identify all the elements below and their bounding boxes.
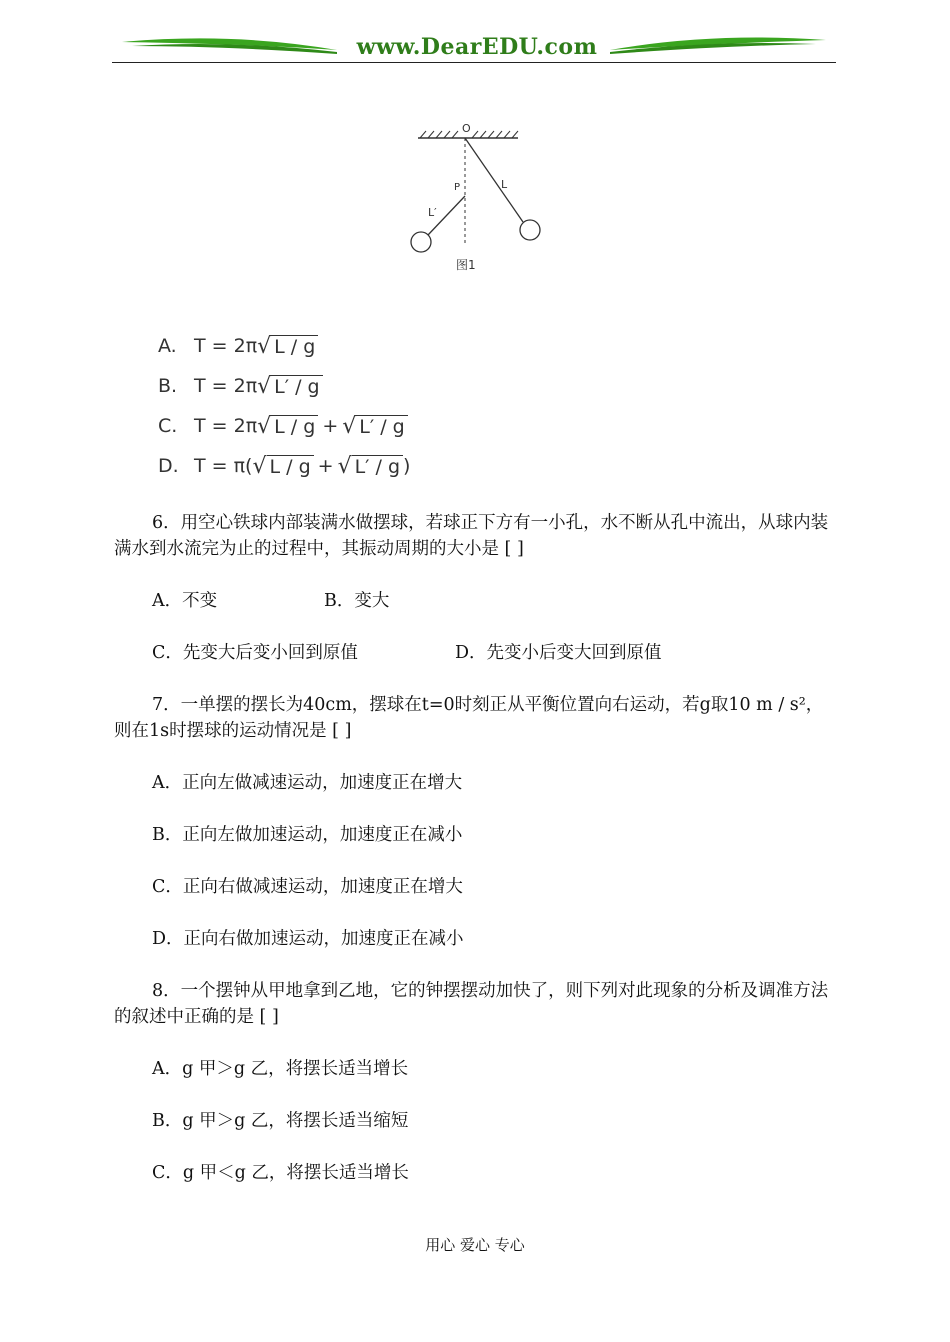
label-O: O <box>462 122 471 135</box>
page-header <box>112 28 836 68</box>
label-L: L <box>501 178 508 191</box>
question-8 <box>114 978 838 1030</box>
q8-option-c[interactable]: C．g 甲＜g 乙，将摆长适当增长 <box>152 1163 409 1183</box>
q7-option-d[interactable]: D．正向右做加速运动，加速度正在减小 <box>152 929 464 949</box>
q7-option-a[interactable]: A．正向左做减速运动，加速度正在增大 <box>152 773 463 793</box>
sqrt: √ L / g <box>252 454 313 479</box>
site-logo[interactable]: www.DearEDU.com <box>356 34 598 60</box>
formula-option-d[interactable]: D. T = π ( √ L / g + √ L′ / g ) <box>158 453 411 479</box>
q7-option-c[interactable]: C．正向右做减速运动，加速度正在增大 <box>152 877 463 897</box>
formula-option-c[interactable]: C. T = 2π √ L / g + √ L′ / g <box>158 406 488 446</box>
sqrt: √ L / g <box>257 414 318 439</box>
q7-option-b[interactable]: B．正向左做加速运动，加速度正在减小 <box>152 825 463 845</box>
label-P: P <box>454 182 461 193</box>
q6-option-b[interactable]: B．变大 <box>324 591 390 611</box>
q8-option-b[interactable]: B．g 甲＞g 乙，将摆长适当缩短 <box>152 1111 409 1131</box>
question-7 <box>114 692 838 744</box>
figure-caption: 图1 <box>456 258 476 272</box>
sqrt: √ L′ / g <box>342 414 407 439</box>
label-L-prime: L′ <box>428 206 437 219</box>
sqrt: √ L′ / g <box>257 374 322 399</box>
formula-options <box>158 326 488 486</box>
question-7-stem: 7．一单摆的摆长为40cm，摆球在t=0时刻正从平衡位置向右运动，若g取10 m / s²，则在1s时摆球的运动情况是 [ ] <box>114 695 824 741</box>
pendulum-figure <box>400 118 560 278</box>
q6-option-d[interactable]: D．先变小后变大回到原值 <box>455 643 662 663</box>
page-footer: 用心 爱心 专心 <box>425 1236 525 1254</box>
q8-option-a[interactable]: A．g 甲＞g 乙，将摆长适当增长 <box>152 1059 409 1079</box>
formula-option-a[interactable]: A. T = 2π √ L / g <box>158 326 488 366</box>
question-8-stem: 8．一个摆钟从甲地拿到乙地，它的钟摆摆动加快了，则下列对此现象的分析及调准方法的叙述中正确的是 [ ] <box>114 981 829 1027</box>
q6-option-c[interactable]: C．先变大后变小回到原值 <box>152 643 358 663</box>
q6-option-a[interactable]: A．不变 <box>152 591 218 611</box>
question-6-stem: 6．用空心铁球内部装满水做摆球，若球正下方有一小孔，水不断从孔中流出，从球内装满水到水流完为止的过程中，其振动周期的大小是 [ ] <box>114 513 829 559</box>
sqrt: √ L′ / g <box>338 454 403 479</box>
question-6 <box>114 510 838 562</box>
sqrt: √ L / g <box>257 334 318 359</box>
formula-option-b[interactable]: B. T = 2π √ L′ / g <box>158 366 488 406</box>
header-rule <box>112 62 836 63</box>
